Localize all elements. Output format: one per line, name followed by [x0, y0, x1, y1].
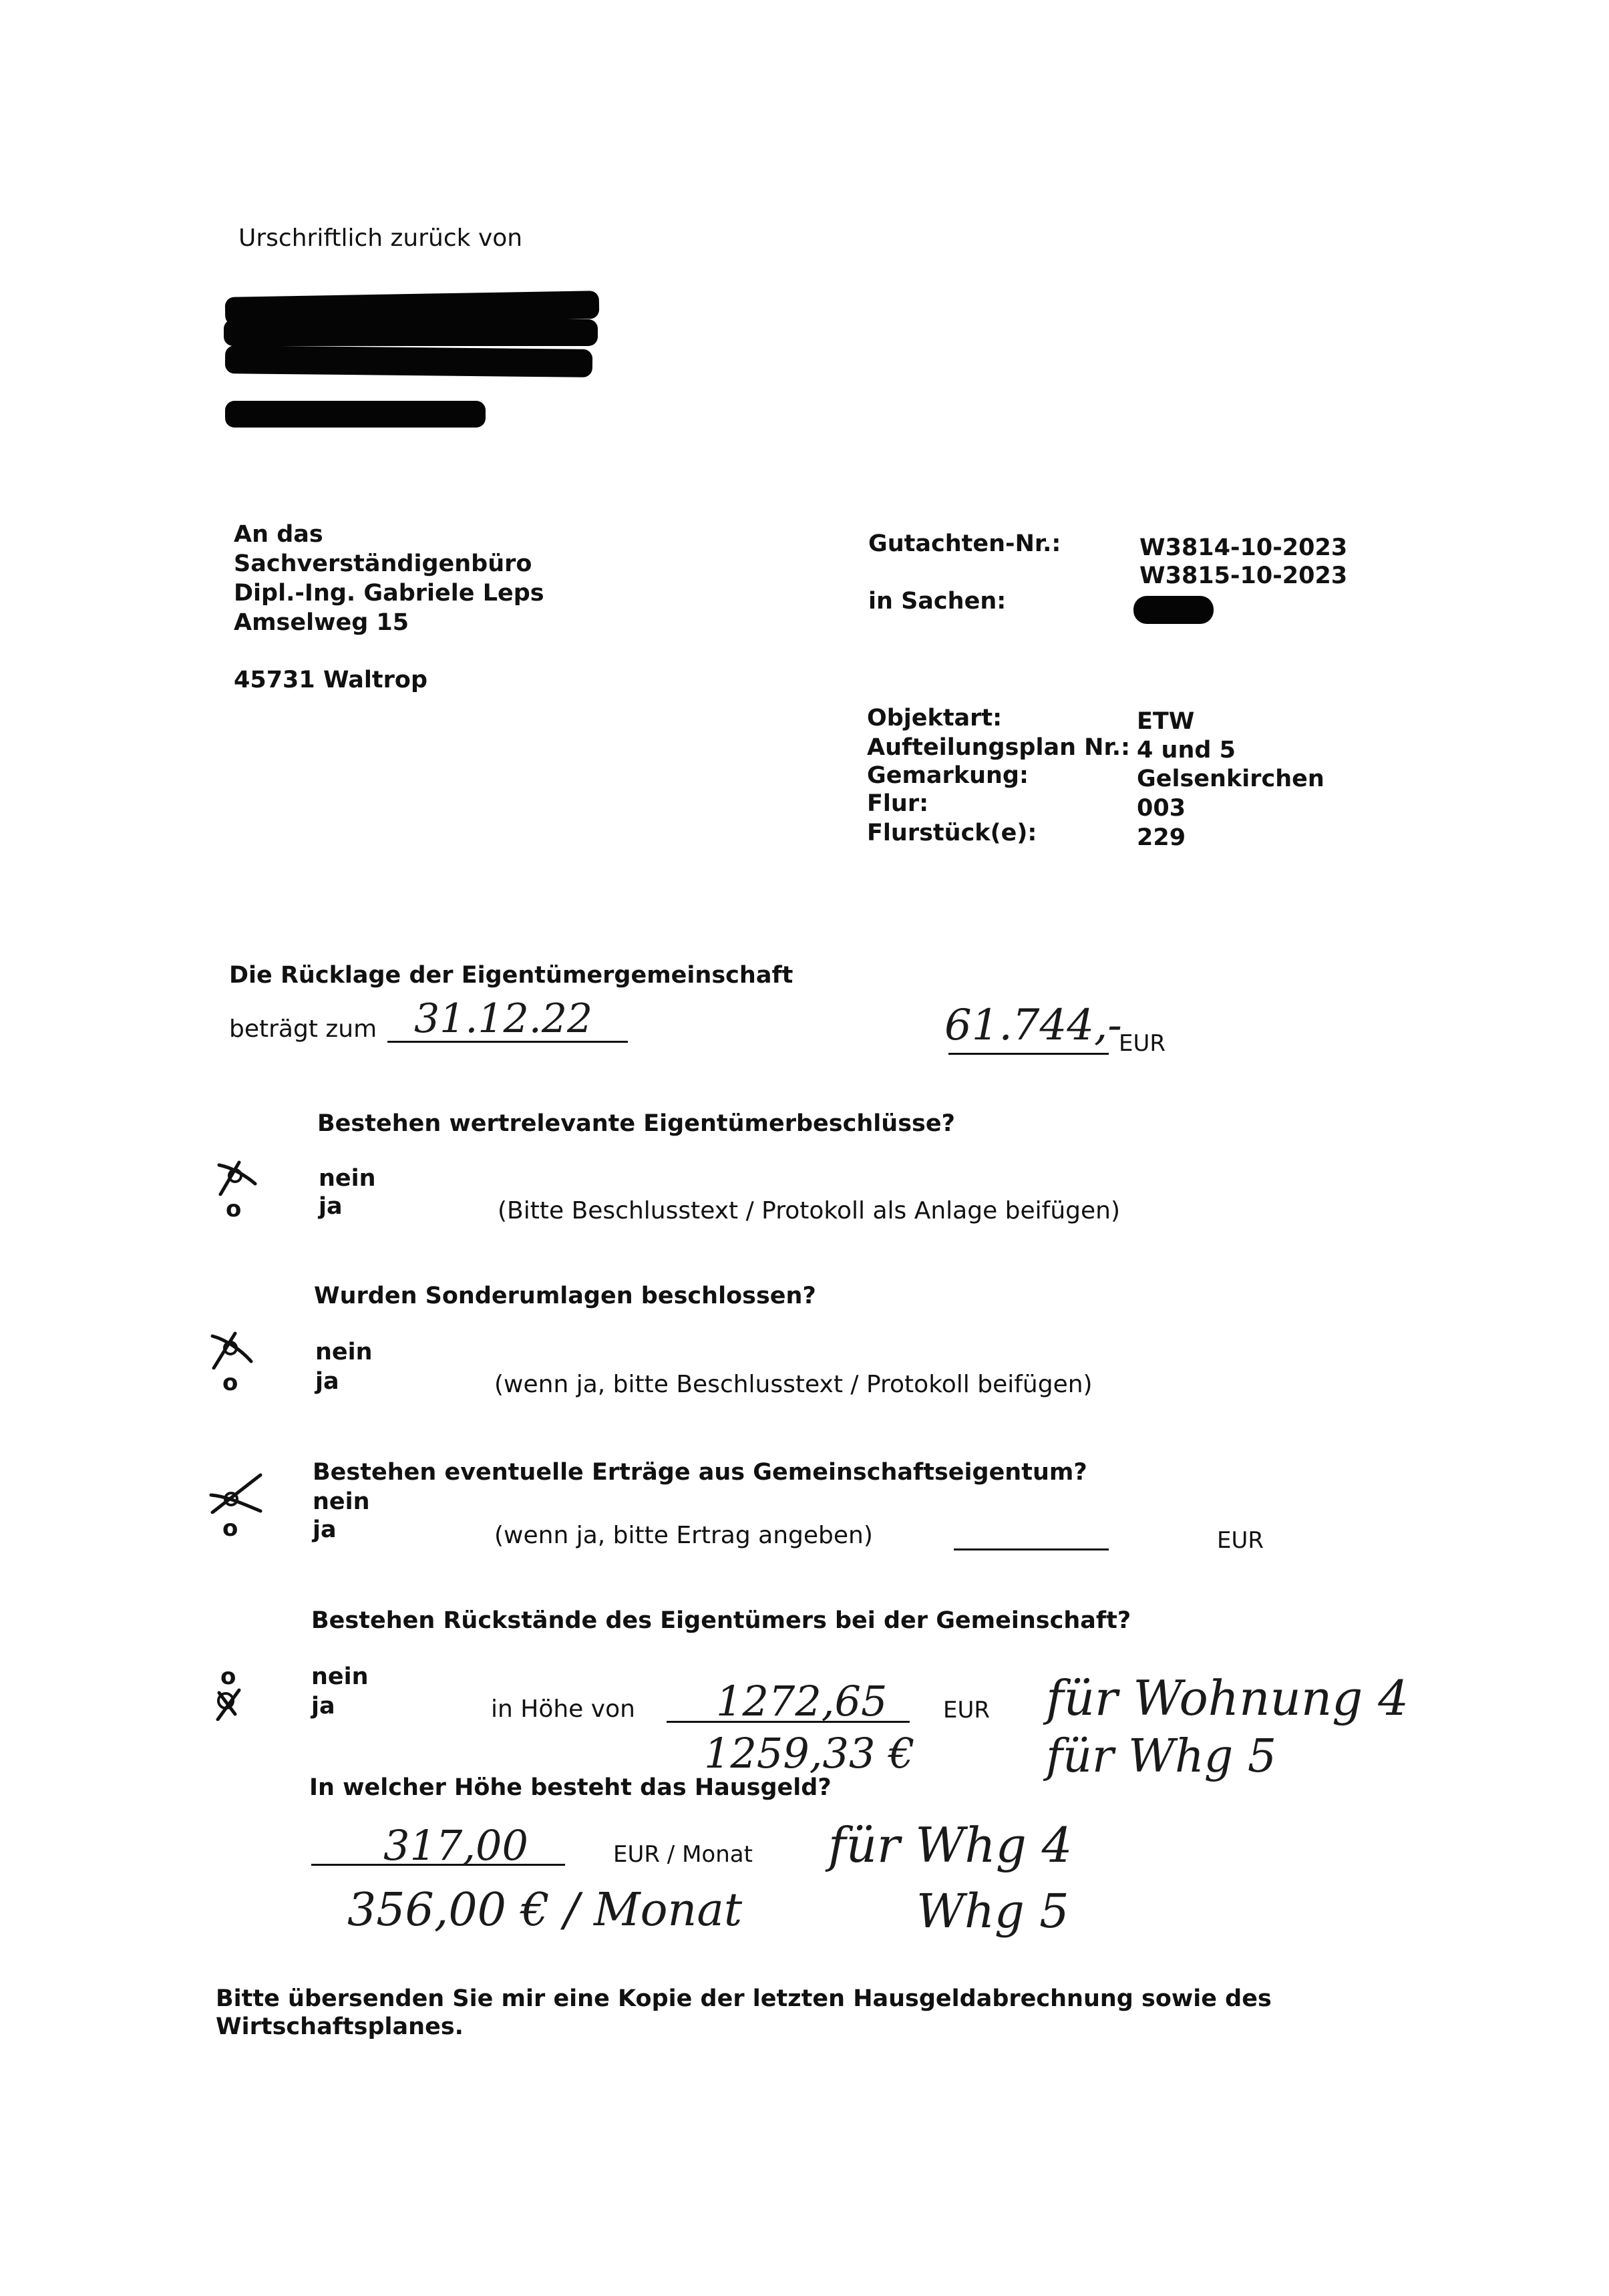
objektart-value: ETW — [1137, 708, 1195, 735]
q4-option-yes: ja — [311, 1693, 335, 1719]
flurstueck-label: Flurstück(e): — [867, 820, 1037, 846]
q2-unchecked-mark: o — [222, 1369, 238, 1396]
recipient-line-4: Amselweg 15 — [234, 609, 409, 636]
redaction-bar — [225, 401, 486, 428]
reserve-amount-handwritten: 61.744,- — [944, 1001, 1122, 1050]
checked-cross-icon — [207, 1328, 255, 1369]
gemarkung-label: Gemarkung: — [867, 762, 1029, 789]
recipient-line-2: Sachverständigenbüro — [234, 550, 532, 577]
q2-option-yes: ja — [315, 1368, 339, 1395]
flur-value: 003 — [1137, 795, 1186, 822]
q4-for-unit2-handwritten: für Whg 5 — [1046, 1730, 1277, 1783]
aufteilungsplan-label: Aufteilungsplan Nr.: — [867, 734, 1131, 761]
q5-for-unit-handwritten: für Whg 4 — [828, 1817, 1073, 1873]
checked-cross-icon — [212, 1156, 259, 1196]
recipient-line-1: An das — [234, 521, 323, 548]
checked-cross-icon — [212, 1686, 246, 1721]
gutachten-number-2: W3815-10-2023 — [1139, 562, 1348, 589]
q1-unchecked-mark: o — [226, 1196, 242, 1222]
gutachten-label: Gutachten-Nr.: — [868, 530, 1061, 557]
q4-currency: EUR — [943, 1697, 990, 1724]
objektart-label: Objektart: — [867, 705, 1003, 731]
q4-option-no: nein — [311, 1663, 369, 1690]
q1-option-no: nein — [319, 1165, 376, 1192]
reserve-currency: EUR — [1119, 1030, 1166, 1057]
flurstueck-value: 229 — [1137, 824, 1186, 851]
redaction-bar — [224, 319, 598, 346]
q3-amount-line — [954, 1548, 1109, 1550]
q5-amount2-handwritten: 356,00 € / Monat — [347, 1884, 743, 1937]
q5-amount-handwritten: 317,00 — [383, 1821, 528, 1870]
q3-option-no: nein — [313, 1488, 370, 1515]
aufteilungsplan-value: 4 und 5 — [1137, 737, 1236, 764]
reserve-date-handwritten: 31.12.22 — [414, 995, 593, 1042]
q3-currency: EUR — [1217, 1527, 1264, 1554]
q4-for-unit-handwritten: für Wohnung 4 — [1046, 1670, 1409, 1726]
q3-option-yes: ja — [313, 1516, 337, 1543]
in-sachen-label: in Sachen: — [868, 588, 1007, 615]
footer-line-2: Wirtschaftsplanes. — [216, 2013, 464, 2040]
q4-amount-label: in Höhe von — [491, 1695, 635, 1723]
reserve-heading: Die Rücklage der Eigentümergemeinschaft — [229, 962, 793, 989]
q5-question: In welcher Höhe besteht das Hausgeld? — [309, 1774, 832, 1801]
reserve-label: beträgt zum — [229, 1015, 377, 1043]
q5-unit: EUR / Monat — [613, 1841, 753, 1868]
q3-unchecked-mark: o — [222, 1515, 238, 1542]
return-line: Urschriftlich zurück von — [238, 224, 523, 252]
gutachten-number-1: W3814-10-2023 — [1139, 534, 1348, 561]
redaction-bar — [1133, 596, 1214, 624]
q2-note: (wenn ja, bitte Beschlusstext / Protokoll beifügen) — [494, 1371, 1093, 1398]
footer-line-1: Bitte übersenden Sie mir eine Kopie der letzten Hausgeldabrechnung sowie des — [216, 1985, 1272, 2012]
q2-option-no: nein — [315, 1339, 373, 1365]
gemarkung-value: Gelsenkirchen — [1137, 766, 1324, 792]
q4-amount2-handwritten: 1259,33 € — [704, 1729, 915, 1778]
q4-question: Bestehen Rückstände des Eigentümers bei der Gemeinschaft? — [311, 1607, 1131, 1634]
q1-note: (Bitte Beschlusstext / Protokoll als Anlage beifügen) — [498, 1197, 1121, 1224]
q3-question: Bestehen eventuelle Erträge aus Gemeinschaftseigentum? — [313, 1459, 1087, 1486]
q4-amount-handwritten: 1272,65 — [716, 1677, 888, 1726]
checked-cross-icon — [207, 1470, 264, 1514]
reserve-amount-line — [948, 1053, 1109, 1055]
q5-for-unit2-handwritten: Whg 5 — [916, 1884, 1069, 1939]
q1-option-yes: ja — [319, 1193, 343, 1220]
redaction-bar — [225, 345, 592, 377]
recipient-line-3: Dipl.-Ing. Gabriele Leps — [234, 580, 544, 607]
flur-label: Flur: — [867, 790, 929, 817]
recipient-line-5: 45731 Waltrop — [234, 667, 428, 693]
q4-unchecked-mark: o — [220, 1663, 236, 1690]
q1-question: Bestehen wertrelevante Eigentümerbeschlüsse? — [317, 1110, 955, 1137]
q2-question: Wurden Sonderumlagen beschlossen? — [314, 1283, 816, 1309]
q3-note: (wenn ja, bitte Ertrag angeben) — [494, 1522, 873, 1549]
